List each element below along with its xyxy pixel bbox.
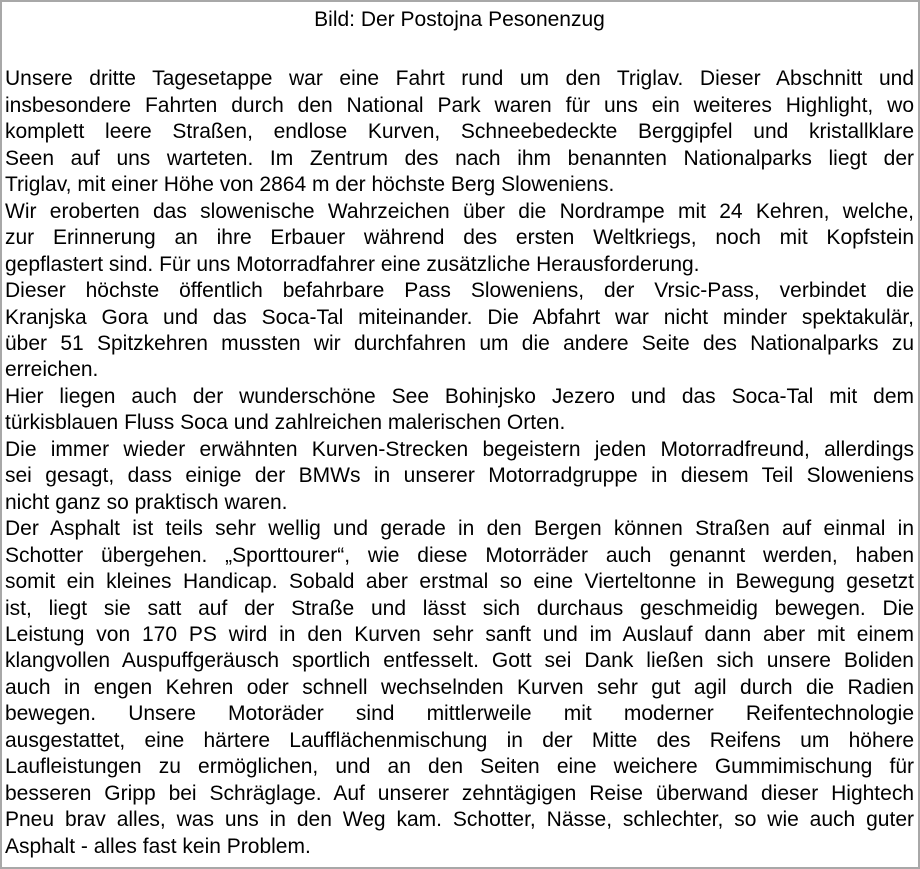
paragraph — [5, 66, 914, 198]
paragraph — [5, 199, 914, 278]
text-line: komplett leere Straßen, endlose Kurven, Schneebedeckte Berggipfel und kristallklare — [5, 120, 914, 144]
text-line: türkisblauen Fluss Soca und zahlreichen malerischen Orten. — [5, 411, 566, 435]
text-line: Asphalt - alles fast kein Problem. — [5, 834, 311, 858]
text-line: Hier liegen auch der wunderschöne See Bohinjsko Jezero und das Soca-Tal mit dem — [5, 384, 914, 408]
text-line: Die immer wieder erwähnten Kurven-Strecken begeistern jeden Motorradfreund, allerdings — [5, 437, 914, 461]
text-line: über 51 Spitzkehren mussten wir durchfahren um die andere Seite des Nationalparks zu — [5, 331, 914, 355]
text-line: Pneu brav alles, was uns in den Weg kam. Schotter, Nässe, schlechter, so wie auch guter — [5, 808, 914, 832]
document-body — [5, 66, 914, 860]
text-line: zur Erinnerung an ihre Erbauer während des ersten Weltkriegs, noch mit Kopfstein — [5, 226, 914, 250]
text-line: Der Asphalt ist teils sehr wellig und gerade in den Bergen können Straßen auf einmal in — [5, 517, 914, 541]
text-line: auch in engen Kehren oder schnell wechselnden Kurven sehr gut agil durch die Radien — [5, 675, 914, 699]
text-line: Unsere dritte Tagesetappe war eine Fahrt rund um den Triglav. Dieser Abschnitt und — [5, 67, 914, 91]
text-line: Triglav, mit einer Höhe von 2864 m der höchste Berg Sloweniens. — [5, 173, 615, 197]
text-line: nicht ganz so praktisch waren. — [5, 490, 288, 514]
text-line: Seen auf uns warteten. Im Zentrum des nach ihm benannten Nationalparks liegt der — [5, 146, 914, 170]
text-line: insbesondere Fahrten durch den National Park waren für uns ein weiteres Highlight, wo — [5, 93, 914, 117]
text-line: klangvollen Auspuffgeräusch sportlich entfesselt. Gott sei Dank ließen sich unsere Boliden — [5, 649, 914, 673]
text-line: sei gesagt, dass einige der BMWs in unserer Motorradgruppe in diesem Teil Sloweniens — [5, 464, 914, 488]
text-line: ist, liegt sie satt auf der Straße und lässt sich durchaus geschmeidig bewegen. Die — [5, 596, 914, 620]
text-line: Wir eroberten das slowenische Wahrzeichen über die Nordrampe mit 24 Kehren, welche, — [5, 199, 914, 223]
paragraph — [5, 384, 914, 437]
paragraph — [5, 437, 914, 516]
text-line: erreichen. — [5, 358, 99, 382]
text-line: besseren Gripp bei Schräglage. Auf unserer zehntägigen Reise überwand dieser Hightech — [5, 781, 914, 805]
text-line: Kranjska Gora und das Soca-Tal miteinander. Die Abfahrt war nicht minder spektakulär, — [5, 305, 914, 329]
title-body-spacer — [5, 33, 914, 66]
text-line: bewegen. Unsere Motoräder sind mittlerweile mit moderner Reifentechnologie — [5, 702, 914, 726]
document-title: Bild: Der Postojna Pesonenzug — [314, 8, 605, 31]
paragraph — [5, 278, 914, 384]
text-line: Schotter übergehen. „Sporttourer“, wie diese Motorräder auch genannt werden, haben — [5, 543, 914, 567]
text-line: Leistung von 170 PS wird in den Kurven sehr sanft und im Auslauf dann aber mit einem — [5, 622, 914, 646]
paragraph — [5, 516, 914, 860]
text-line: Dieser höchste öffentlich befahrbare Pass Sloweniens, der Vrsic-Pass, verbindet die — [5, 279, 914, 303]
text-line: Laufleistungen zu ermöglichen, und an den Seiten eine weichere Gummimischung für — [5, 755, 914, 779]
text-line: ausgestattet, eine härtere Laufflächenmischung in der Mitte des Reifens um höhere — [5, 728, 914, 752]
text-line: somit ein kleines Handicap. Sobald aber erstmal so eine Vierteltonne in Bewegung gesetzt — [5, 570, 914, 594]
text-line: gepflastert sind. Für uns Motorradfahrer eine zusätzliche Herausforderung. — [5, 252, 700, 276]
